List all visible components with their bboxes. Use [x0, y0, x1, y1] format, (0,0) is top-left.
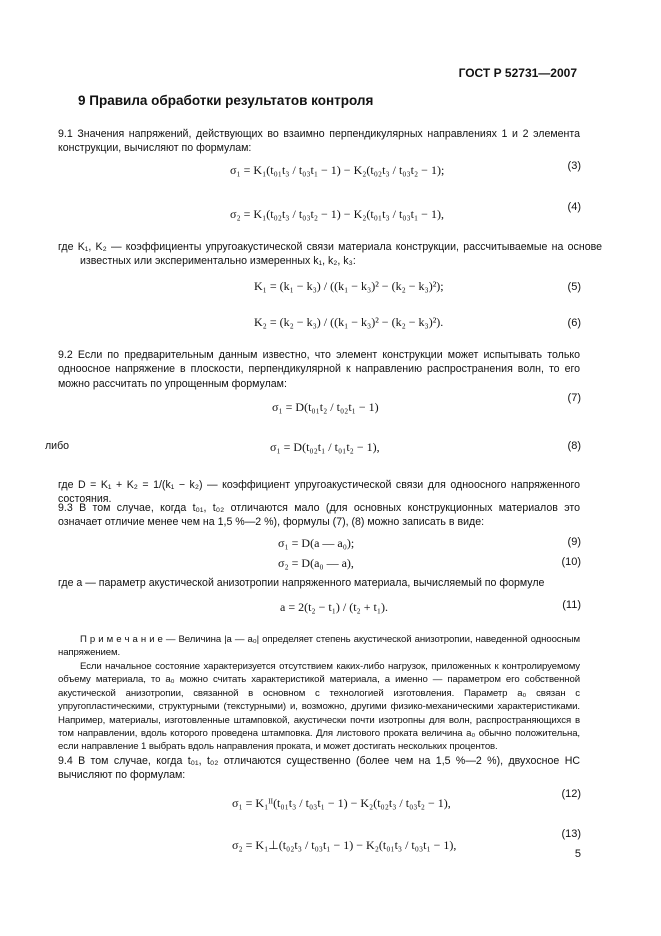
formula-4 — [230, 207, 444, 222]
formula-13 — [232, 838, 456, 853]
page-number: 5 — [574, 848, 581, 860]
formula-7-text: σ₁ = D(t₀₁t₂ / t₀₂t₁ − 1) — [272, 400, 379, 414]
paragraph-9-2: 9.2 Если по предварительным данным известно, что элемент конструкции может испытывать только одноосное напряжение в плоскости, перпендикулярной к направлению распространения волн, то его можно рассчитать по упрощенным формулам: — [58, 349, 580, 390]
eq-number-7: (7) — [567, 392, 581, 404]
eq-number-6: (6) — [567, 317, 581, 329]
eq-number-5: (5) — [567, 281, 581, 293]
where-d-coefficient: где D = K₁ + K₂ = 1/(k₁ − k₂) — коэффициент упругоакустической связи для одноосного напряженного состояния. — [58, 479, 580, 506]
formula-12 — [232, 796, 451, 811]
eq-number-3: (3) — [567, 160, 581, 172]
where-a-parameter: где a — параметр акустической анизотропии напряженного материала, вычисляемый по формуле — [58, 577, 545, 589]
eq-number-8: (8) — [567, 440, 581, 452]
formula-12-text: σ₁ = K₁ᴵᴵ(t₀₁t₃ / t₀₃t₁ − 1) − K₂(t₀₂t₃ / t₀₃t₂ − 1), — [232, 796, 451, 810]
formula-10-text: σ₂ = D(a₀ — a), — [278, 556, 354, 570]
formula-11 — [280, 600, 388, 615]
eq-number-13: (13) — [561, 828, 581, 840]
document-header: ГОСТ Р 52731—2007 — [458, 66, 577, 80]
formula-11-text: a = 2(t₂ − t₁) / (t₂ + t₁). — [280, 600, 389, 614]
formula-10 — [278, 556, 354, 571]
note-initial-state: Если начальное состояние характеризуется отсутствием каких-либо нагрузок, приложенных к контролируемому объему материала, то a₀ можно считать характеристикой материала, а именно — параметром его собственной акустической анизотропии, связанной в основном с технологией изготовления. Параметр a₀ связан с упругопластическими, структурными (текстурными) и, возможно, другими физико-механическими характеристиками. Например, материалы, изготовленные штамповкой, акустически почти изотропны для волн, распространяющихся в том направлении, вдоль которого проведена штамповка. Для листового проката величина a₀ обычно положительна, если направление 1 выбрать вдоль направления проката, и может достигать нескольких процентов. — [58, 661, 580, 753]
formula-8 — [270, 440, 380, 455]
formula-13-text: σ₂ = K₁⊥(t₀₂t₃ / t₀₃t₁ − 1) − K₂(t₀₁t₃ / t₀₃t₁ − 1), — [232, 838, 457, 852]
paragraph-9-1: 9.1 Значения напряжений, действующих во взаимно перпендикулярных направлениях 1 и 2 элемента конструкции, вычисляют по формулам: — [58, 128, 580, 155]
paragraph-9-3: 9.3 В том случае, когда t₀₁, t₀₂ отличаются мало (для основных конструкционных материалов это означает отличие менее чем на 1,5 %—2 %), формулы (7), (8) можно записать в виде: — [58, 502, 580, 529]
libo-label: либо — [45, 440, 70, 452]
formula-4-text: σ₂ = K₁(t₀₂t₃ / t₀₃t₂ − 1) − K₂(t₀₁t₃ / t₀₃t₁ − 1), — [230, 207, 444, 221]
eq-number-4: (4) — [567, 201, 581, 213]
section-title: 9 Правила обработки результатов контроля — [78, 93, 374, 108]
eq-number-11: (11) — [562, 599, 581, 611]
formula-5-text: K₁ = (k₁ − k₃) / ((k₁ − k₃)² − (k₂ − k₃)²); — [254, 279, 444, 293]
eq-number-9: (9) — [567, 536, 581, 548]
formula-3-text: σ₁ = K₁(t₀₁t₃ / t₀₃t₁ − 1) − K₂(t₀₂t₃ / t₀₃t₂ − 1); — [230, 163, 445, 177]
formula-9-text: σ₁ = D(a — a₀); — [278, 536, 355, 550]
note-anisotropy: П р и м е ч а н и е — Величина |a — a₀| определяет степень акустической анизотропии, наведенной одноосным напряжением. — [58, 634, 580, 659]
formula-8-text: σ₁ = D(t₀₂t₁ / t₀₁t₂ − 1), — [270, 440, 380, 454]
formula-9 — [278, 536, 354, 551]
paragraph-9-4: 9.4 В том случае, когда t₀₁, t₀₂ отличаются существенно (более чем на 1,5 %—2 %), двухосное НС вычисляют по формулам: — [58, 755, 580, 782]
eq-number-12: (12) — [561, 788, 581, 800]
where-k-coefficients: где K₁, K₂ — коэффициенты упругоакустической связи материала конструкции, рассчитываемые на основе известных или экспериментально измеренных k₁, k₂, k₃: — [58, 241, 602, 268]
formula-3 — [230, 163, 444, 178]
formula-6 — [254, 315, 443, 330]
formula-5 — [254, 279, 444, 294]
formula-7 — [272, 400, 379, 415]
formula-6-text: K₂ = (k₂ − k₃) / ((k₁ − k₃)² − (k₂ − k₃)²). — [254, 315, 444, 329]
eq-number-10: (10) — [561, 556, 581, 568]
